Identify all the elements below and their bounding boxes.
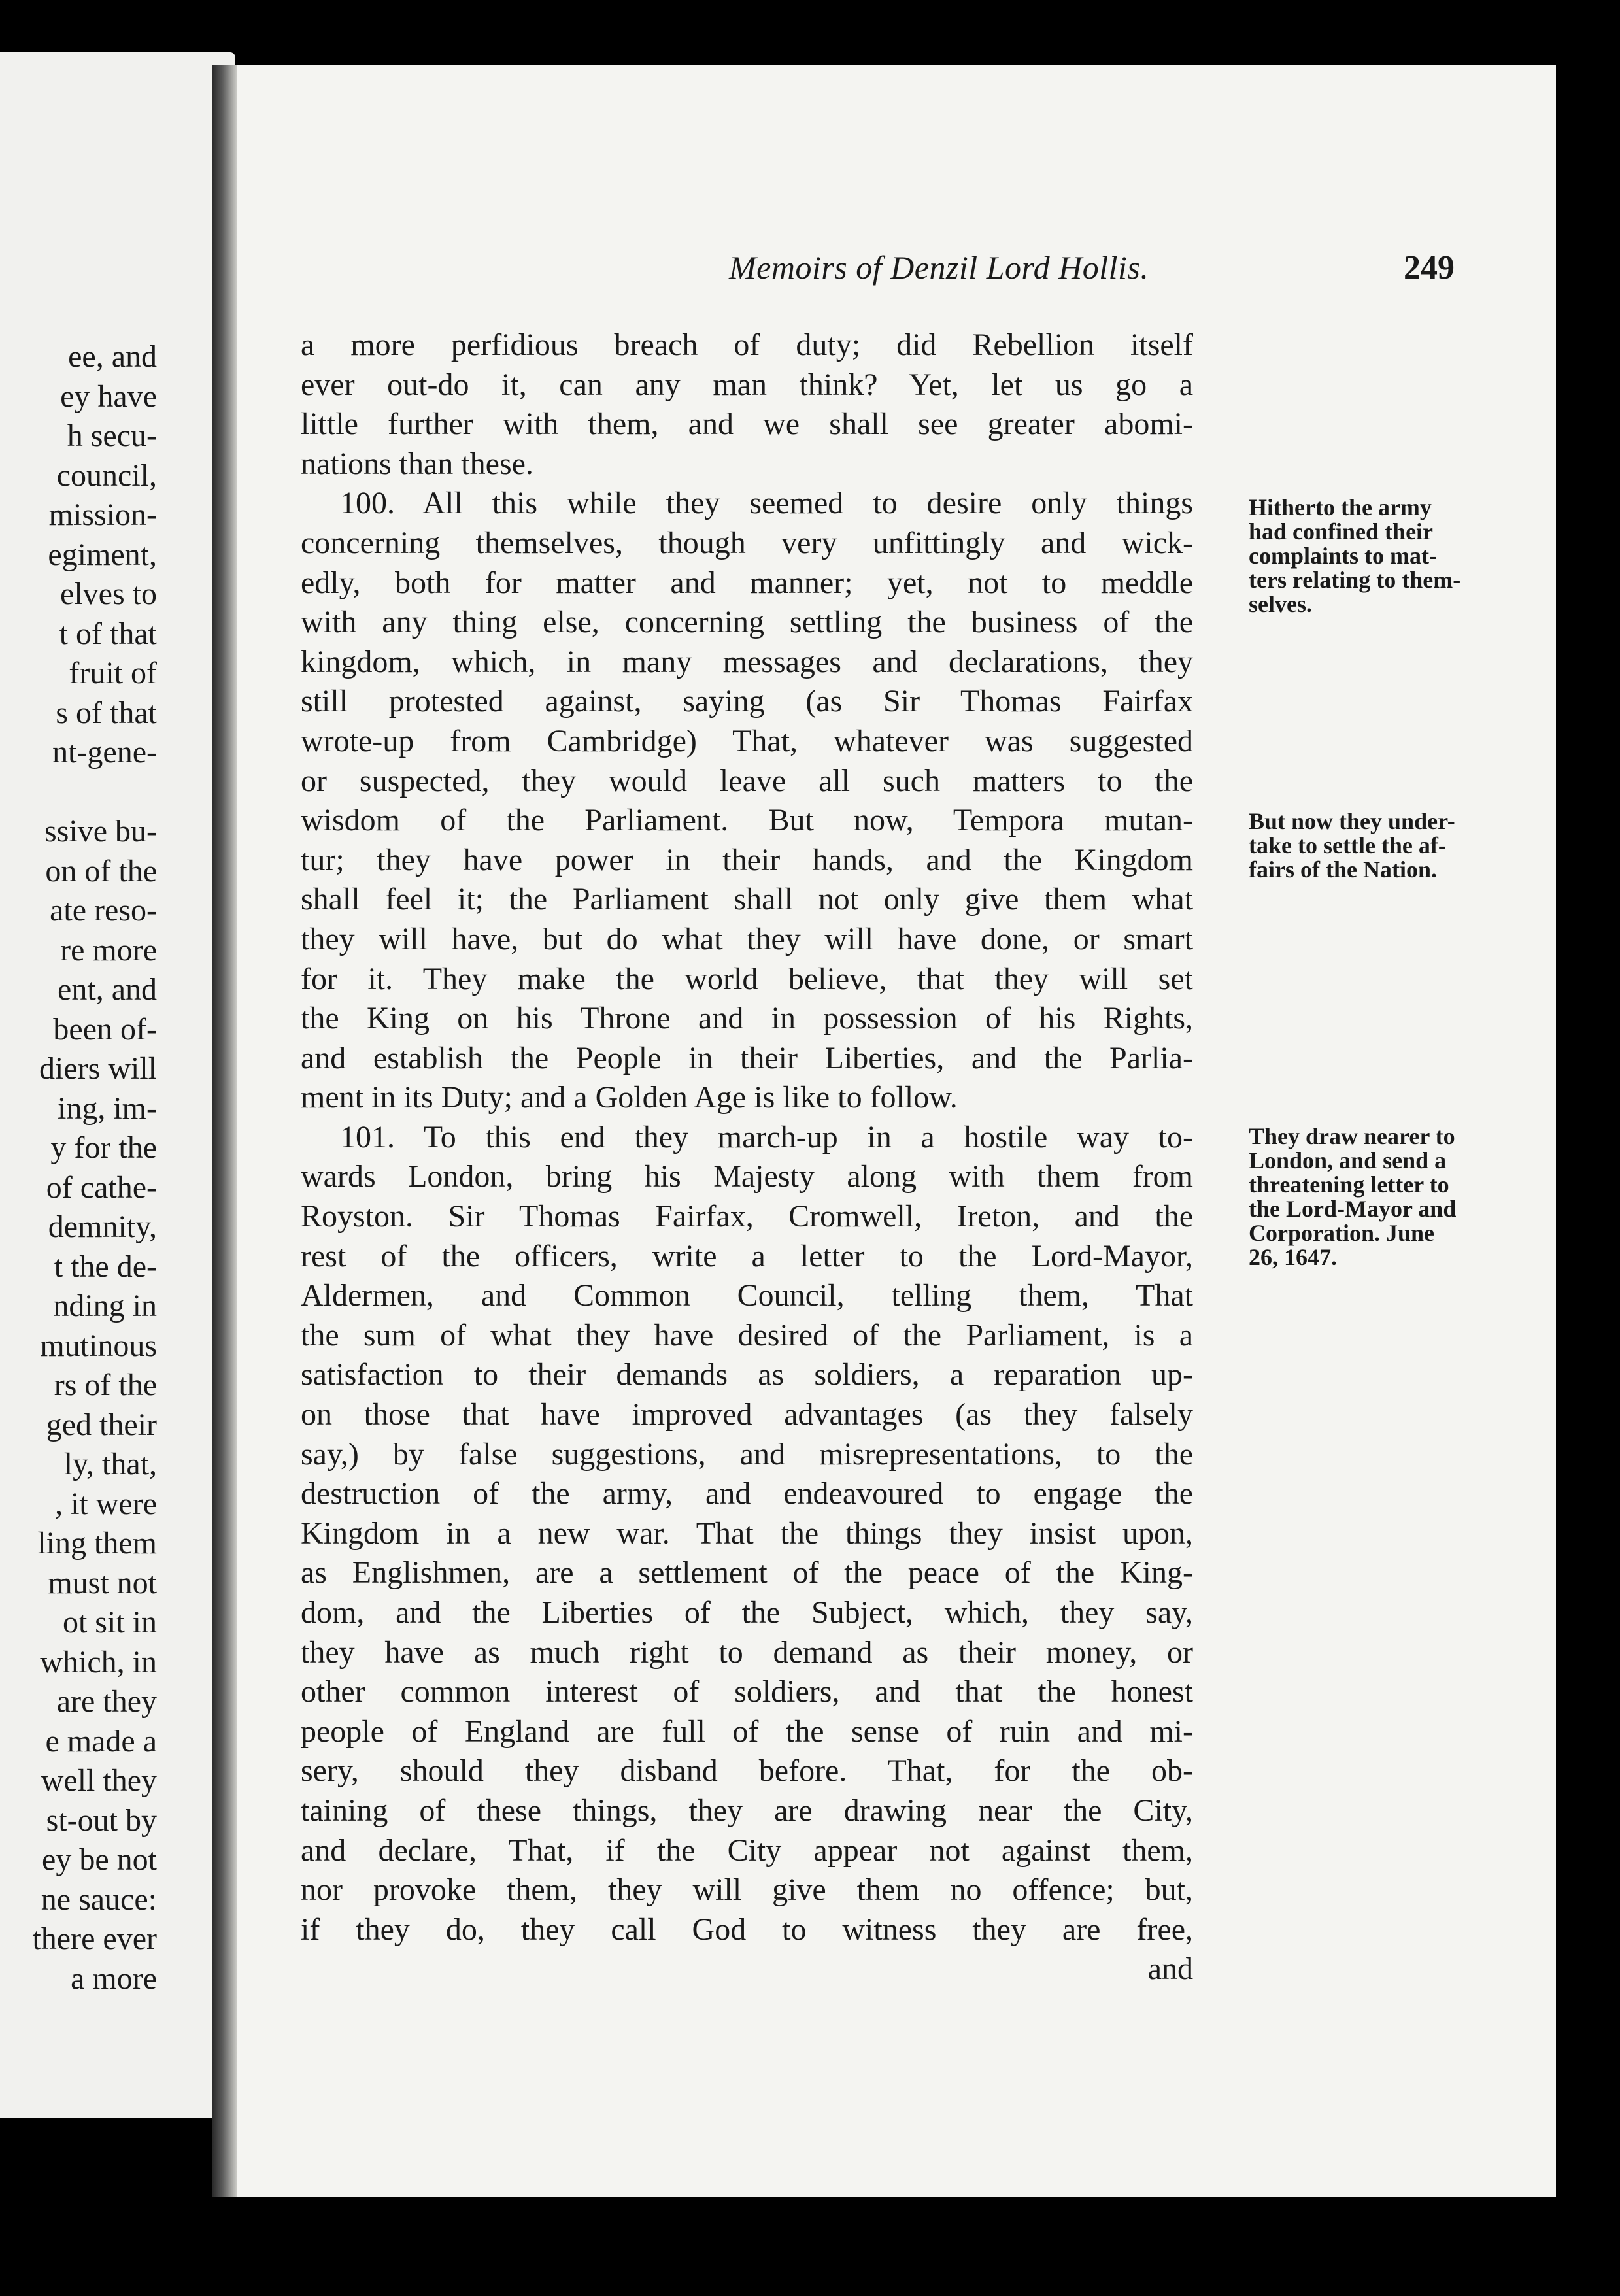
- left-line: must not: [48, 1565, 157, 1600]
- margin-note: [1249, 1124, 1504, 1270]
- left-line: mission-: [48, 498, 157, 532]
- left-line: well they: [41, 1763, 157, 1798]
- text-line: 101. To this end they march-up in a hostile way to-: [340, 1119, 1193, 1155]
- left-line: mutinous: [40, 1328, 157, 1363]
- running-head: Memoirs of Denzil Lord Hollis.: [729, 249, 1149, 286]
- text-line: nations than these.: [301, 446, 533, 481]
- left-page-fragment: [0, 52, 235, 2118]
- left-line: egiment,: [48, 537, 157, 572]
- text-line: Kingdom in a new war. That the things they insist upon,: [301, 1515, 1193, 1551]
- left-line: y for the: [50, 1130, 157, 1165]
- margin-note: [1249, 496, 1504, 616]
- text-line: little further with them, and we shall see greater abomi-: [301, 407, 1193, 442]
- text-line: still protested against, saying (as Sir Thomas Fairfax: [301, 684, 1193, 719]
- left-line: elves to: [60, 577, 157, 611]
- text-line: ment in its Duty; and a Golden Age is like to follow.: [301, 1080, 958, 1115]
- left-line: h secu-: [67, 418, 157, 453]
- text-line: shall feel it; the Parliament shall not only give them what: [301, 882, 1193, 917]
- left-line: t of that: [59, 616, 157, 651]
- text-line: tur; they have power in their hands, and the Kingdom: [301, 842, 1193, 877]
- text-line: satisfaction to their demands as soldiers, a reparation up-: [301, 1357, 1193, 1393]
- left-line: fruit of: [69, 656, 157, 690]
- margin-note-text: Hitherto the army had confined their complaints to mat- ters relating to them- selves.: [1249, 494, 1461, 617]
- text-line: concerning themselves, though very unfittingly and wick-: [301, 525, 1193, 560]
- text-line: kingdom, which, in many messages and declarations, they: [301, 644, 1193, 679]
- text-line: they will have, but do what they will have done, or smart: [301, 921, 1193, 956]
- text-line: people of England are full of the sense of ruin and mi-: [301, 1714, 1193, 1749]
- text-line: wisdom of the Parliament. But now, Tempora mutan-: [301, 803, 1193, 838]
- catchword: and: [1147, 1951, 1193, 1987]
- text-line: the King on his Throne and in possession of his Rights,: [301, 1001, 1193, 1036]
- left-line: been of-: [53, 1011, 157, 1047]
- left-line: nding in: [53, 1289, 157, 1323]
- text-line: on those that have improved advantages (as they falsely: [301, 1397, 1193, 1432]
- text-line: other common interest of soldiers, and that the honest: [301, 1674, 1193, 1710]
- text-line: 100. All this while they seemed to desire only things: [340, 486, 1193, 521]
- margin-note-text: But now they under- take to settle the af- fairs of the Nation.: [1249, 808, 1455, 883]
- left-line: council,: [56, 458, 157, 493]
- left-line: ate reso-: [50, 893, 157, 928]
- left-line: demnity,: [48, 1209, 157, 1244]
- text-line: rest of the officers, write a letter to the Lord-Mayor,: [301, 1238, 1193, 1274]
- text-line: Royston. Sir Thomas Fairfax, Cromwell, Ireton, and the: [301, 1199, 1193, 1234]
- page-header: [471, 248, 1455, 294]
- text-line: nor provoke them, they will give them no offence; but,: [301, 1872, 1193, 1908]
- left-line: e made a: [45, 1723, 157, 1759]
- left-line: ling them: [37, 1526, 157, 1561]
- left-line: ly, that,: [63, 1447, 157, 1481]
- book-gutter: [212, 65, 237, 2197]
- left-line: ne sauce:: [41, 1882, 157, 1917]
- text-line: destruction of the army, and endeavoured to engage the: [301, 1476, 1193, 1511]
- text-line: they have as much right to demand as their money, or: [301, 1634, 1193, 1670]
- text-line: or suspected, they would leave all such matters to the: [301, 763, 1193, 798]
- text-line: a more perfidious breach of duty; did Rebellion itself: [301, 328, 1193, 362]
- left-line: st-out by: [46, 1802, 157, 1838]
- text-line: dom, and the Liberties of the Subject, which, they say,: [301, 1595, 1193, 1630]
- text-line: say,) by false suggestions, and misrepresentations, to the: [301, 1436, 1193, 1472]
- left-line: s of that: [56, 695, 157, 730]
- text-line: as Englishmen, are a settlement of the peace of the King-: [301, 1555, 1193, 1591]
- left-line: ee, and: [68, 339, 157, 374]
- left-line: ot sit in: [62, 1605, 157, 1640]
- text-line: Aldermen, and Common Council, telling them, That: [301, 1278, 1193, 1313]
- text-line: for it. They make the world believe, that they will set: [301, 961, 1193, 996]
- left-page-text: [32, 337, 157, 1999]
- left-line: which, in: [40, 1644, 157, 1680]
- left-line: a more: [71, 1961, 157, 1996]
- text-line: ever out-do it, can any man think? Yet, let us go a: [301, 367, 1193, 402]
- margin-note-text: They draw nearer to London, and send a threatening letter to the Lord-Mayor and Corporation. June 26, 1647.: [1249, 1123, 1457, 1270]
- left-line: ey be not: [42, 1842, 157, 1877]
- body-text: [301, 326, 1193, 1989]
- left-line: , it were: [55, 1486, 157, 1521]
- left-line: ged their: [46, 1407, 157, 1442]
- text-line: wrote-up from Cambridge) That, whatever was suggested: [301, 723, 1193, 758]
- left-line: of cathe-: [46, 1170, 157, 1205]
- text-line: with any thing else, concerning settling the business of the: [301, 605, 1193, 640]
- text-line: if they do, they call God to witness they are free,: [301, 1912, 1193, 1947]
- right-page: [212, 65, 1556, 2197]
- left-line: diers will: [39, 1051, 157, 1086]
- text-line: sery, should they disband before. That, for the ob-: [301, 1753, 1193, 1789]
- left-line: [32, 773, 157, 813]
- text-line: edly, both for matter and manner; yet, not to meddle: [301, 565, 1193, 600]
- text-line: and establish the People in their Liberties, and the Parlia-: [301, 1040, 1193, 1075]
- scan-border: [0, 2198, 1620, 2296]
- text-line: the sum of what they have desired of the Parliament, is a: [301, 1317, 1193, 1353]
- left-line: ent, and: [58, 972, 157, 1007]
- left-line: on of the: [45, 853, 157, 888]
- left-line: re more: [60, 932, 157, 968]
- text-line: taining of these things, they are drawing near the City,: [301, 1793, 1193, 1828]
- left-line: ing, im-: [58, 1090, 157, 1126]
- left-line: are they: [56, 1684, 157, 1719]
- left-line: nt-gene-: [52, 735, 157, 769]
- left-line: ey have: [60, 379, 157, 414]
- text-line: wards London, bring his Majesty along with them from: [301, 1159, 1193, 1194]
- margin-note: [1249, 809, 1504, 882]
- left-line: t the de-: [54, 1249, 157, 1284]
- page-number: 249: [1404, 249, 1455, 286]
- left-line: rs of the: [54, 1368, 157, 1402]
- text-line: and declare, That, if the City appear not against them,: [301, 1832, 1193, 1868]
- left-line: there ever: [32, 1921, 157, 1956]
- left-line: ssive bu-: [44, 814, 157, 849]
